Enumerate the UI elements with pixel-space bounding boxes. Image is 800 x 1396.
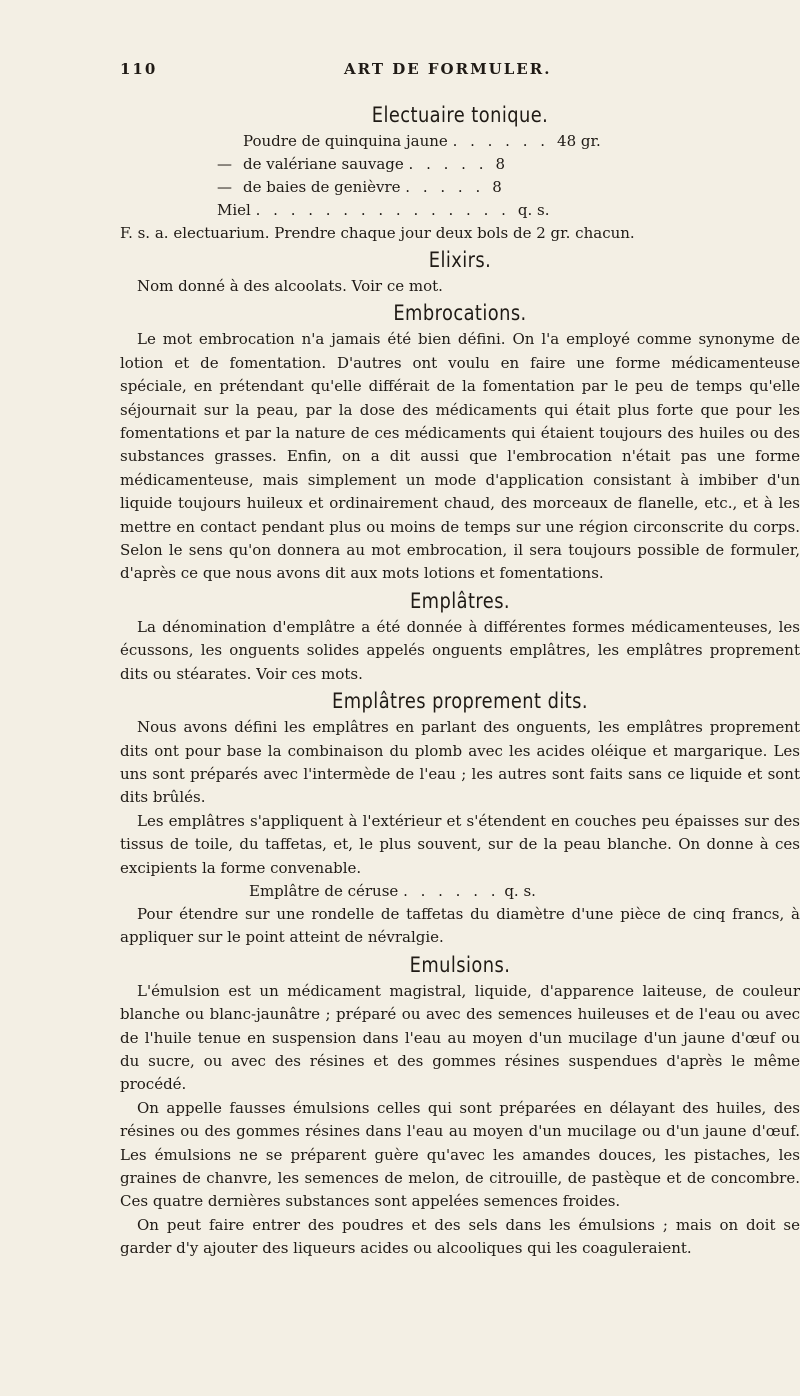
- leader-dots: . . . . .: [408, 155, 488, 173]
- recipe-line: [217, 199, 800, 222]
- paragraph-emplatres-1: Nous avons défini les emplâtres en parlant des onguents, les emplâtres proprement dits ont pour base la combinaison du plomb avec les acides oléique et margarique. Les uns sont préparés avec l'intermède de l'eau ; les autres sont faits sans ce liquide et sont dits brûlés.: [120, 718, 800, 807]
- quantity: 8: [492, 178, 502, 196]
- page-number: 110: [120, 60, 158, 78]
- ingredient: Miel: [217, 201, 251, 219]
- heading-embrocations: Embrocations.: [393, 301, 527, 326]
- paragraph-emulsions-3: On peut faire entrer des poudres et des sels dans les émulsions ; mais on doit se garder d'y ajouter des liqueurs acides ou alcooliques qui les coaguleraient.: [120, 1215, 800, 1258]
- leader-dots: . . . . .: [405, 178, 485, 196]
- page-content: [120, 100, 800, 1261]
- recipe-instruction: F. s. a. electuarium. Prendre chaque jour deux bols de 2 gr. chacun.: [120, 224, 635, 242]
- recipe-line: [217, 130, 800, 153]
- heading-emplatres-proprement-dits: Emplâtres proprement dits.: [332, 689, 588, 714]
- formula-line: [249, 880, 800, 903]
- ingredient: de baies de genièvre: [243, 178, 401, 196]
- heading-electuaire: Electuaire tonique.: [371, 103, 549, 127]
- ingredient: Poudre de quinquina jaune: [243, 132, 448, 150]
- running-title: ART DE FORMULER.: [344, 60, 552, 78]
- paragraph-emplatres-3: Pour étendre sur une rondelle de taffetas du diamètre d'une pièce de cinq francs, à appliquer sur le point atteint de névralgie.: [120, 904, 800, 947]
- recipe-electuaire: [217, 130, 800, 222]
- quantity: 8: [495, 155, 506, 173]
- ingredient: de valériane sauvage: [243, 155, 404, 173]
- heading-emplatres: Emplâtres.: [409, 588, 511, 613]
- paragraph-emplatres: La dénomination d'emplâtre a été donnée à différentes formes médicamenteuses, les écussons, les onguents solides appelés onguents emplâtres, les emplâtres proprement dits ou stéarates. Voir ces mots.: [120, 617, 800, 683]
- paragraph-emulsions-2: On appelle fausses émulsions celles qui sont préparées en délayant des huiles, des résines ou des gommes résines dans l'eau au moyen d'un mucilage ou d'un jaune d'œuf. Les émulsions ne se préparent guère qu'avec les amandes douces, les pistaches, les graines de chanvre, les semences de melon, de citrouille, de pastèque et de concombre. Ces quatre dernières substances sont appelées semences froides.: [120, 1098, 800, 1211]
- recipe-line: — de baies de genièvre . . . . . 8: [217, 176, 800, 199]
- paragraph-emplatres-2: Les emplâtres s'appliquent à l'extérieur et s'étendent en couches peu épaisses sur des tissus de toile, du taffetas, et, le plus souvent, sur de la peau blanche. On donne à ces excipients la forme convenable.: [120, 811, 800, 877]
- formula-ingredient: Emplâtre de céruse: [249, 881, 399, 900]
- formula-quantity: q. s.: [504, 881, 536, 900]
- leader-dots: . . . . . . . . . . . . . . .: [255, 201, 510, 219]
- leader-dots: . . . . . .: [452, 132, 550, 150]
- paragraph-emulsions-1: L'émulsion est un médicament magistral, liquide, d'apparence laiteuse, de couleur blanche ou blanc-jaunâtre ; préparé ou avec des semences huileuses et de l'eau ou avec de l'huile tenue en suspension dans l'eau au moyen d'un mucilage d'un jaune d'œuf ou du sucre, ou avec des résines et des gommes résines suspendues d'après le même procédé.: [120, 981, 800, 1094]
- leader-dots: . . . . . .: [403, 881, 500, 900]
- paragraph-embrocations: Le mot embrocation n'a jamais été bien défini. On l'a employé comme synonyme de lotion et de fomentation. D'autres ont voulu en faire une forme médicamenteuse spéciale, en prétendant qu'elle différait de la fomentation par le peu de temps qu'elle séjournait sur la peau, par la dose des médicaments qui était plus forte que pour les fomentations et par la nature de ces médicaments qui étaient toujours des huiles ou des substances grasses. Enfin, on a dit aussi que l'embrocation n'était pas une forme médicamenteuse, mais simplement un mode d'application consistant à imbiber d'un liquide toujours huileux et ordinairement chaud, des morceaux de flanelle, etc., et à les mettre en contact pendant plus ou moins de temps sur une région circonscrite du corps. Selon le sens qu'on donnera au mot embrocation, il sera toujours possible de formuler, d'après ce que nous avons dit aux mots lotions et fomentations.: [120, 330, 800, 583]
- paragraph-elixirs: Nom donné à des alcoolats. Voir ce mot.: [137, 277, 443, 295]
- heading-emulsions: Emulsions.: [409, 952, 511, 977]
- quantity: 48 gr.: [557, 132, 601, 150]
- quantity: q. s.: [517, 201, 550, 219]
- recipe-line: — de valériane sauvage . . . . . 8: [217, 153, 800, 176]
- heading-elixirs: Elixirs.: [428, 248, 492, 272]
